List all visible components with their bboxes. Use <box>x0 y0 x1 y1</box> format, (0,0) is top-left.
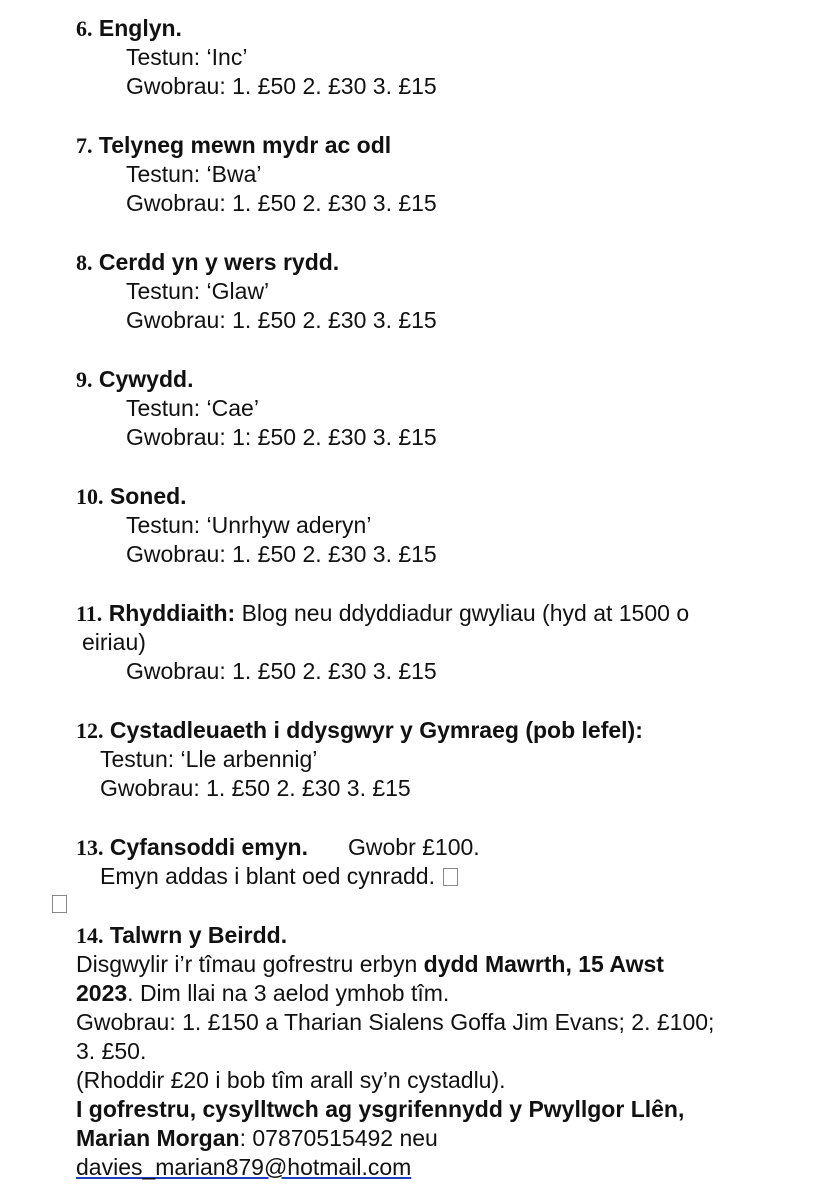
item-6-heading <box>76 14 182 43</box>
item-11-title-continued: eiriau) <box>82 629 146 655</box>
item-10-heading <box>76 482 187 511</box>
item-8-prizes: Gwobrau: 1. £50 2. £30 3. £15 <box>126 307 437 333</box>
item-number: 13. <box>76 835 104 860</box>
placeholder-box-icon <box>52 895 67 913</box>
item-title: Englyn. <box>98 15 182 41</box>
talwrn-line-1 <box>76 950 664 979</box>
item-number: 10. <box>76 484 104 509</box>
item-6-prizes: Gwobrau: 1. £50 2. £30 3. £15 <box>126 73 437 99</box>
item-7-heading <box>76 131 391 160</box>
item-number: 9. <box>76 367 93 392</box>
registration-deadline: dydd Mawrth, 15 Awst <box>423 951 664 977</box>
item-7-prizes: Gwobrau: 1. £50 2. £30 3. £15 <box>126 190 437 216</box>
contact-email-line <box>76 1153 411 1182</box>
item-9-prizes: Gwobrau: 1: £50 2. £30 3. £15 <box>126 424 437 450</box>
item-14-heading <box>76 921 287 950</box>
item-number: 6. <box>76 16 93 41</box>
item-8-heading <box>76 248 339 277</box>
item-title: Rhyddiaith: <box>108 600 236 626</box>
item-12-prizes: Gwobrau: 1. £50 2. £30 3. £15 <box>100 775 411 801</box>
item-10-prizes: Gwobrau: 1. £50 2. £30 3. £15 <box>126 541 437 567</box>
talwrn-text: . Dim llai na 3 aelod ymhob tîm. <box>127 980 450 1006</box>
talwrn-note: (Rhoddir £20 i bob tîm arall sy’n cystadlu). <box>76 1067 506 1093</box>
item-number: 8. <box>76 250 93 275</box>
item-11-heading <box>76 599 689 628</box>
talwrn-prizes-line-2: 3. £50. <box>76 1038 147 1064</box>
item-8-topic: Testun: ‘Glaw’ <box>126 278 270 304</box>
item-7-topic: Testun: ‘Bwa’ <box>126 161 262 187</box>
item-12-heading <box>76 716 643 745</box>
talwrn-prizes-line-1: Gwobrau: 1. £150 a Tharian Sialens Goffa Jim Evans; 2. £100; <box>76 1009 715 1035</box>
talwrn-text: Disgwylir i’r tîmau gofrestru erbyn <box>76 951 424 977</box>
item-13-heading <box>76 833 480 862</box>
item-13-description: Emyn addas i blant oed cynradd. <box>100 863 435 889</box>
item-number: 12. <box>76 718 104 743</box>
item-title: Talwrn y Beirdd. <box>109 922 288 948</box>
item-9-heading <box>76 365 193 394</box>
item-title-description: Blog neu ddyddiadur gwyliau (hyd at 1500 o <box>235 600 690 626</box>
contact-name: Marian Morgan <box>76 1125 240 1151</box>
item-title: Soned. <box>109 483 187 509</box>
registration-year: 2023 <box>76 980 128 1006</box>
contact-email-link[interactable]: davies_marian879@hotmail.com <box>76 1154 412 1180</box>
item-10-topic: Testun: ‘Unrhyw aderyn’ <box>126 512 372 538</box>
item-title: Cywydd. <box>98 366 194 392</box>
talwrn-line-2 <box>76 979 449 1008</box>
item-title: Telyneg mewn mydr ac odl <box>98 132 392 158</box>
item-number: 7. <box>76 133 93 158</box>
contact-phone: : 07870515492 neu <box>239 1125 438 1151</box>
item-number: 14. <box>76 923 104 948</box>
registration-contact-line: I gofrestru, cysylltwch ag ysgrifennydd y Pwyllgor Llên, <box>76 1096 685 1122</box>
item-12-topic: Testun: ‘Lle arbennig’ <box>100 746 318 772</box>
placeholder-box-icon <box>443 868 458 886</box>
item-6-topic: Testun: ‘Inc’ <box>126 44 248 70</box>
contact-details <box>76 1124 438 1153</box>
item-title: Cerdd yn y wers rydd. <box>98 249 340 275</box>
item-title: Cystadleuaeth i ddysgwyr y Gymraeg (pob lefel): <box>109 717 643 743</box>
item-13-prize: Gwobr £100. <box>348 834 480 860</box>
item-11-prizes: Gwobrau: 1. £50 2. £30 3. £15 <box>126 658 437 684</box>
item-number: 11. <box>76 601 103 626</box>
item-title: Cyfansoddi emyn. <box>109 834 308 860</box>
item-9-topic: Testun: ‘Cae’ <box>126 395 259 421</box>
item-13-description-line <box>100 862 458 891</box>
